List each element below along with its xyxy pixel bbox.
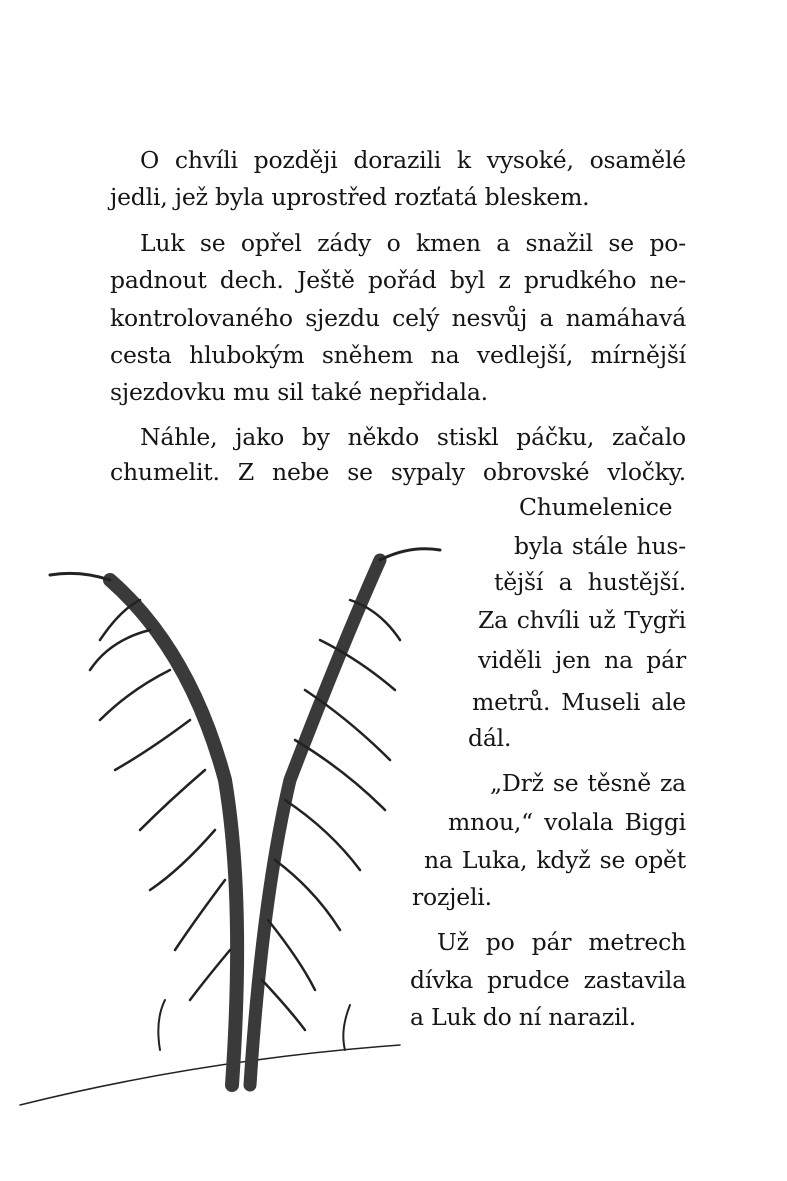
text-line: sjezdovku mu sil také nepřidala. (110, 378, 488, 406)
text-line: Luk se opřel zády o kmen a snažil se po- (140, 229, 686, 257)
text-line: viděli jen na pár (478, 646, 686, 674)
text-line: kontrolovaného sjezdu celý nesvůj a namáhavá (110, 304, 686, 332)
text-line: Už po pár metrech (437, 928, 686, 956)
text-line: chumelit. Z nebe se sypaly obrovské vločky. (110, 458, 686, 486)
text-line: a Luk do ní narazil. (410, 1003, 636, 1031)
text-line: Za chvíli už Tygři (478, 606, 686, 634)
text-line: metrů. Museli ale (472, 688, 686, 716)
text-line: „Drž se těsně za (490, 769, 686, 797)
text-line: na Luka, když se opět (424, 846, 686, 874)
split-fir-tree-illustration (0, 530, 480, 1120)
text-line: O chvíli později dorazili k vysoké, osamělé (140, 146, 686, 174)
text-line: Náhle, jako by někdo stiskl páčku, začalo (140, 423, 686, 451)
text-line: mnou,“ volala Biggi (448, 808, 686, 836)
text-line: rozjeli. (412, 883, 492, 911)
text-line: cesta hlubokým sněhem na vedlejší, mírnější (110, 341, 686, 369)
text-line: jedli, jež byla uprostřed rozťatá bleskem. (110, 183, 590, 211)
text-line: padnout dech. Ještě pořád byl z prudkého ne- (110, 266, 686, 294)
text-line: dívka prudce zastavila (410, 966, 686, 994)
text-line: byla stále hus- (514, 532, 686, 560)
text-line: Chumelenice (519, 493, 673, 521)
text-line: tější a hustější. (494, 568, 686, 596)
text-line: dál. (468, 724, 512, 752)
